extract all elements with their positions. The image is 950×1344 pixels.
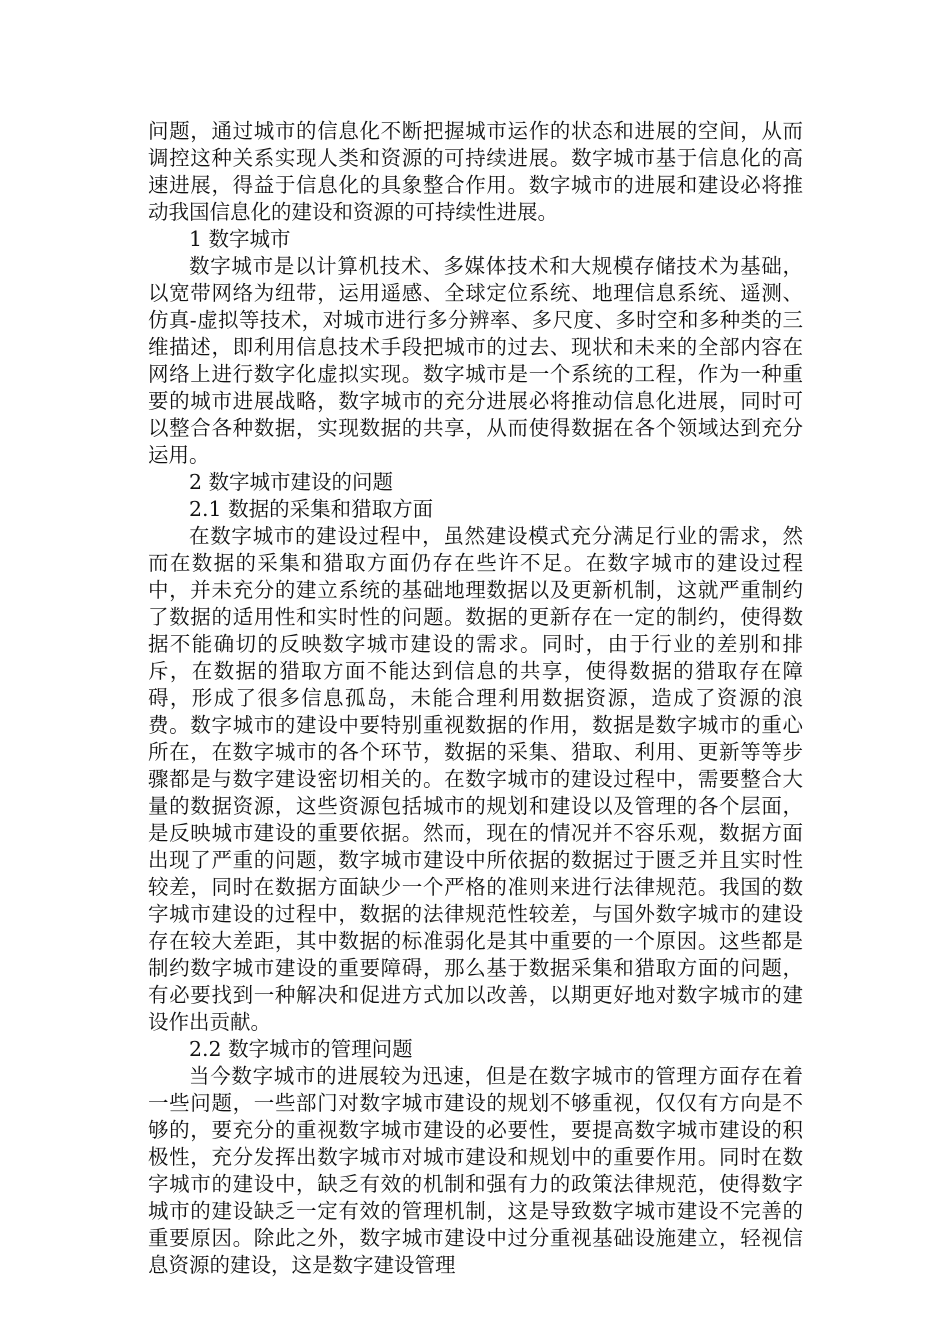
paragraph-data-collection: 在数字城市的建设过程中，虽然建设模式充分满足行业的需求，然而在数据的采集和猎取方面仍存在些许不足。在数字城市的建设过程中，并未充分的建立系统的基础地理数据以及更新机制，这就严重制约了数据的适用性和实时性的问题。数据的更新存在一定的制约，使得数据不能确切的反映数字城市建设的需求。同时，由于行业的差别和排斥，在数据的猎取方面不能达到信息的共享，使得数据的猎取存在障碍，形成了很多信息孤岛，未能合理利用数据资源，造成了资源的浪费。数字城市的建设中要特别重视数据的作用，数据是数字城市的重心所在，在数字城市的各个环节，数据的采集、猎取、利用、更新等等步骤都是与数字建设密切相关的。在数字城市的建设过程中，需要整合大量的数据资源，这些资源包括城市的规划和建设以及管理的各个层面，是反映城市建设的重要依据。然而，现在的情况并不容乐观，数据方面出现了严重的问题，数字城市建设中所依据的数据过于匮乏并且实时性较差，同时在数据方面缺少一个严格的准则来进行法律规范。我国的数字城市建设的过程中，数据的法律规范性较差，与国外数字城市的建设存在较大差距，其中数据的标准弱化是其中重要的一个原因。这些都是制约数字城市建设的重要障碍，那么基于数据采集和猎取方面的问题，有必要找到一种解决和促进方式加以改善，以期更好地对数字城市的建设作出贡献。: [148, 524, 803, 1034]
section-heading-1: 1 数字城市: [189, 227, 291, 251]
paragraph-digital-city-definition: 数字城市是以计算机技术、多媒体技术和大规模存储技术为基础，以宽带网络为纽带，运用遥感、全球定位系统、地理信息系统、遥测、仿真-虚拟等技术，对城市进行多分辨率、多尺度、多时空和多种类的三维描述，即利用信息技术手段把城市的过去、现状和未来的全部内容在网络上进行数字化虚拟实现。数字城市是一个系统的工程，作为一种重要的城市进展战略，数字城市的充分进展必将推动信息化进展，同时可以整合各种数据，实现数据的共享，从而使得数据在各个领域达到充分运用。: [148, 254, 803, 467]
paragraph-intro-continuation: 问题，通过城市的信息化不断把握城市运作的状态和进展的空间，从而调控这种关系实现人类和资源的可持续进展。数字城市基于信息化的高速进展，得益于信息化的具象整合作用。数字城市的进展和建设必将推动我国信息化的建设和资源的可持续性进展。: [148, 119, 803, 224]
paragraph-management-issues: 当今数字城市的进展较为迅速，但是在数字城市的管理方面存在着一些问题，一些部门对数字城市建设的规划不够重视，仅仅有方向是不够的，要充分的重视数字城市建设的必要性，要提高数字城市建设的积极性，充分发挥出数字城市对城市建设和规划中的重要作用。同时在数字城市的建设中，缺乏有效的机制和强有力的政策法律规范，使得数字城市的建设缺乏一定有效的管理机制，这是导致数字城市建设不完善的重要原因。除此之外，数字城市建设中过分重视基础设施建立，轻视信息资源的建设，这是数字建设管理: [148, 1064, 803, 1277]
section-heading-2: 2 数字城市建设的问题: [189, 470, 394, 494]
subsection-heading-2-1: 2.1 数据的采集和猎取方面: [189, 497, 434, 521]
subsection-heading-2-2: 2.2 数字城市的管理问题: [189, 1037, 413, 1061]
document-page: [148, 118, 803, 1279]
